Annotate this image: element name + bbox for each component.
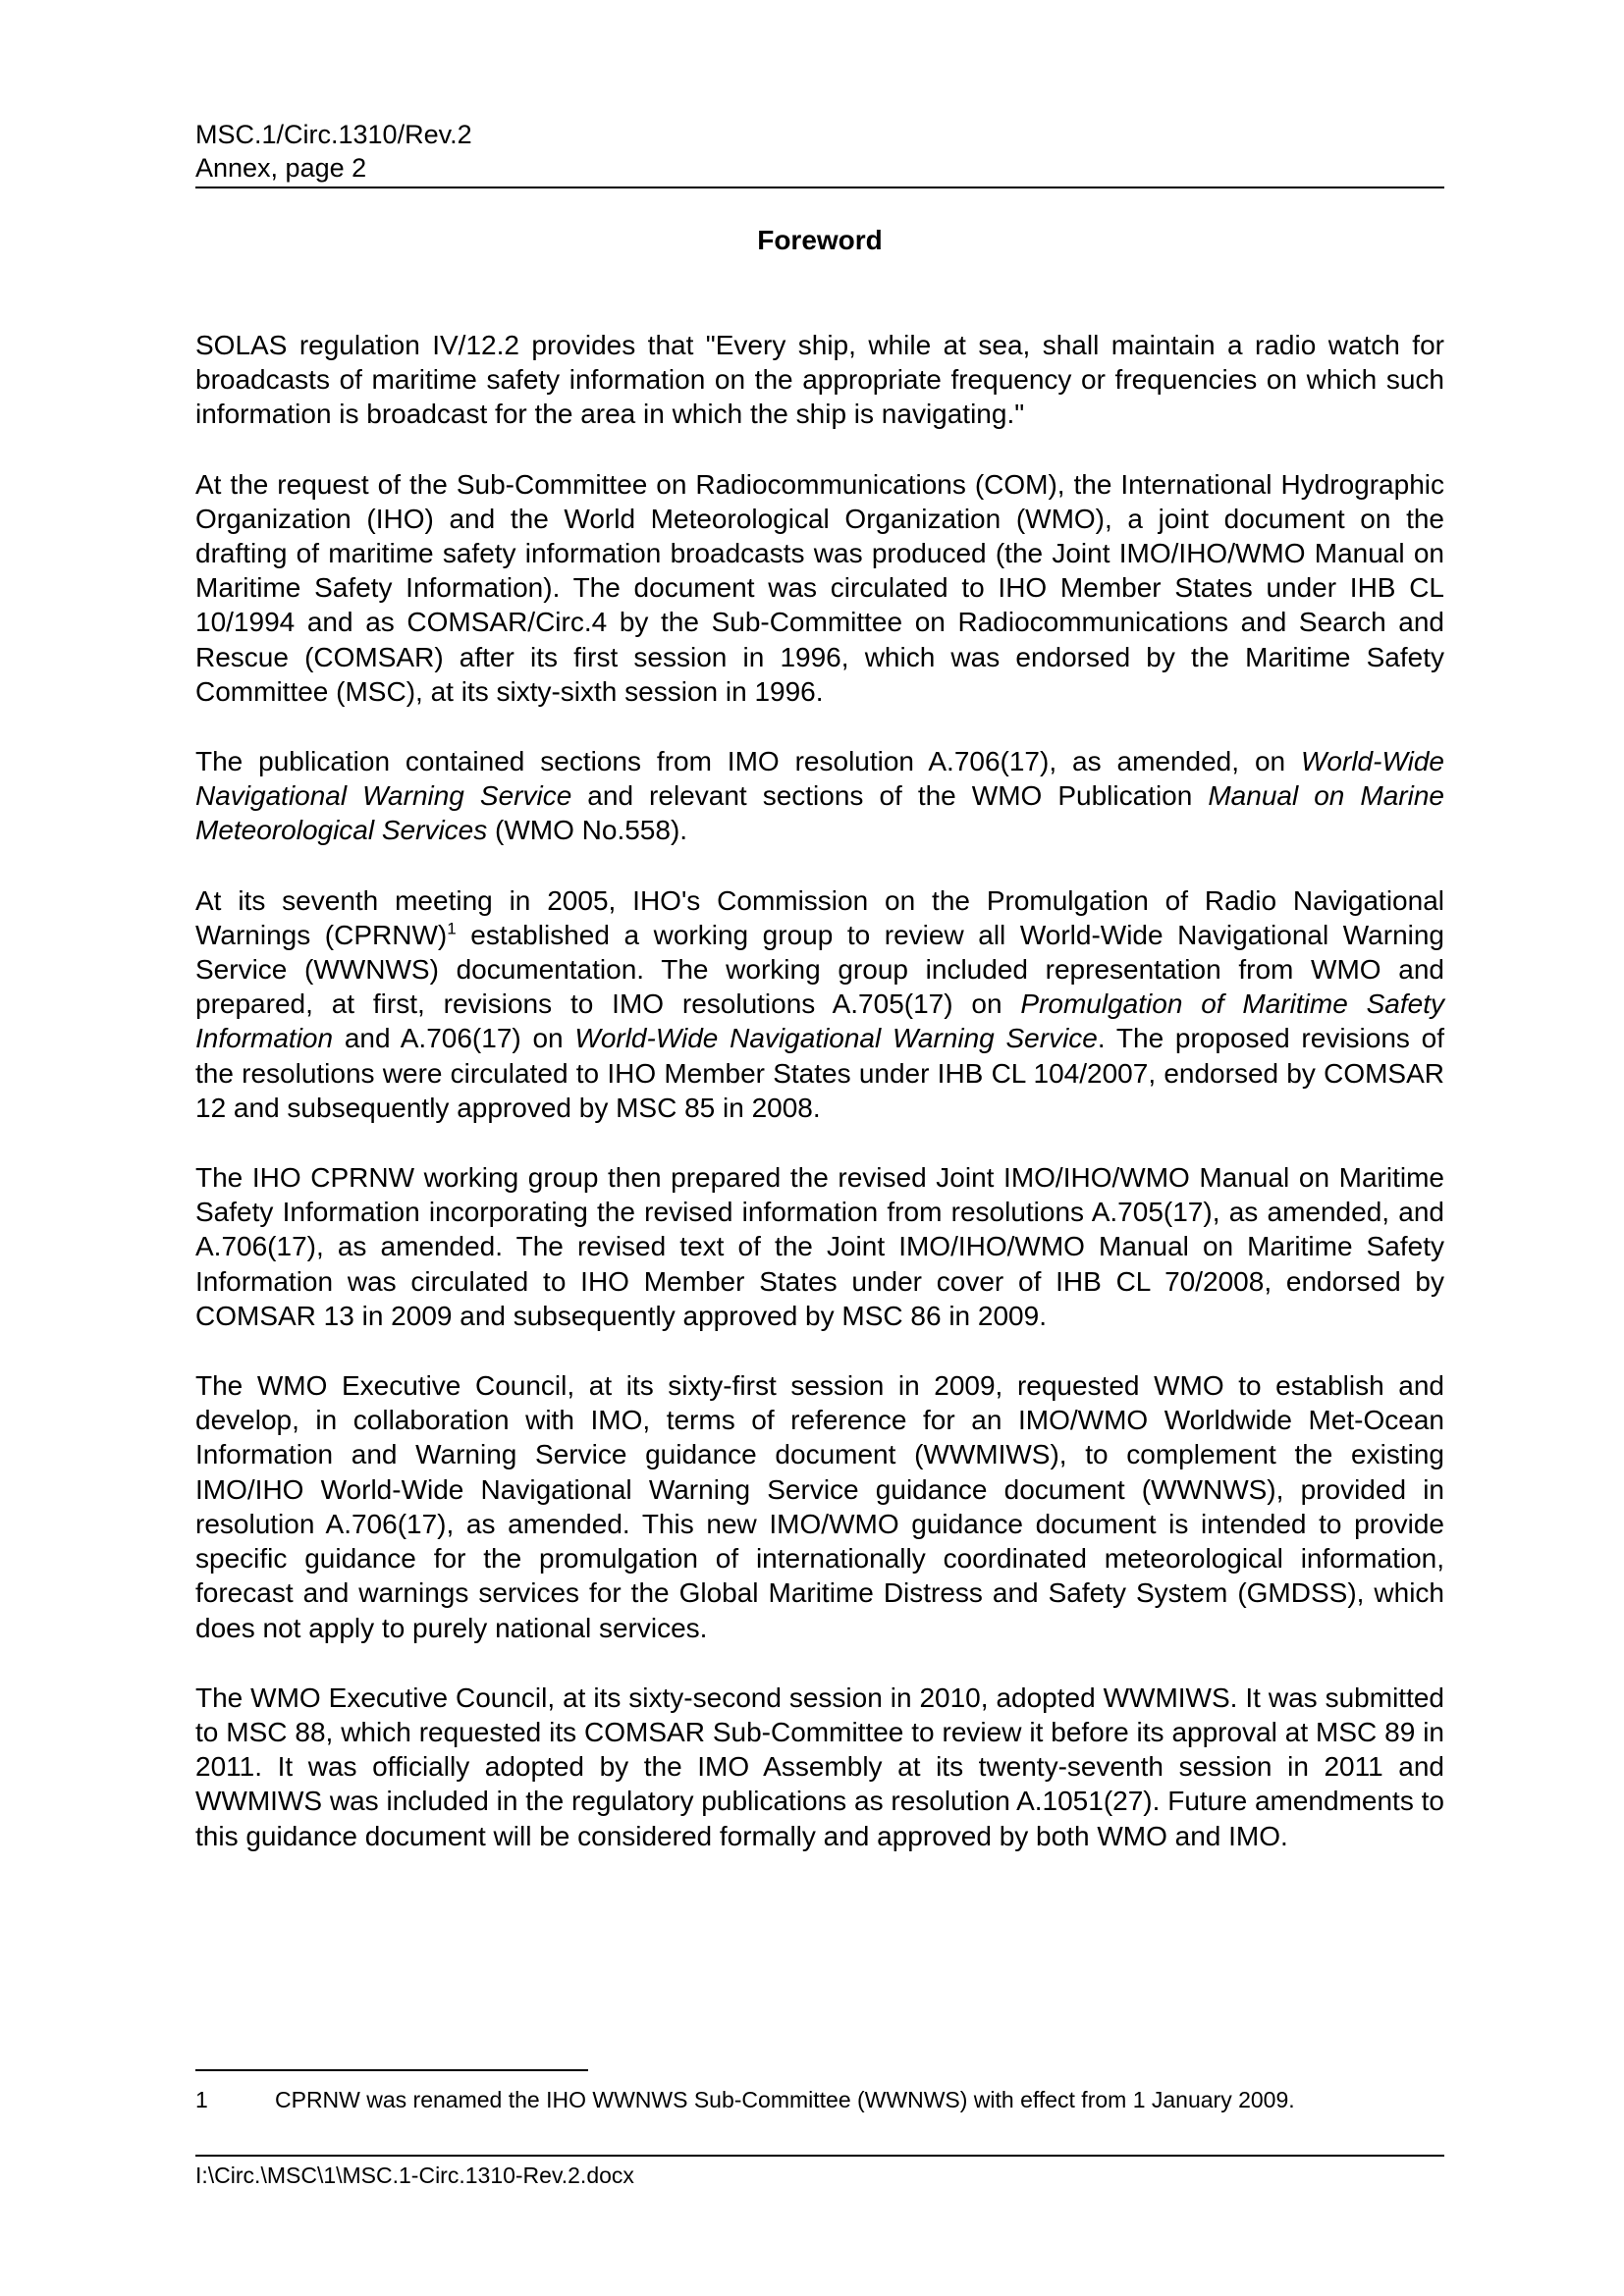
paragraph-4 <box>195 883 1444 1125</box>
footnote-separator <box>195 2069 588 2071</box>
paragraph-6: The WMO Executive Council, at its sixty-first session in 2009, requested WMO to establish and develop, in collaboration with IMO, terms of reference for an IMO/WMO Worldwide Met-Ocean Information and Warning Service guidance document (WWMIWS), to complement the existing IMO/IHO World-Wide Navigational Warning Service guidance document (WWNWS), provided in resolution A.706(17), as amended. This new IMO/WMO guidance document is intended to provide specific guidance for the promulgation of internationally coordinated meteorological information, forecast and warnings services for the Global Maritime Distress and Safety System (GMDSS), which does not apply to purely national services. <box>195 1370 1444 1643</box>
paragraph-3-text-a: The publication contained sections from IMO resolution A.706(17), as amended, on <box>195 746 1301 777</box>
paragraph-3-text-e: (WMO No.558). <box>487 815 688 846</box>
paragraph-4-italic-title-1: Promulgation of Maritime Safety Information <box>195 988 1444 1054</box>
paragraph-3 <box>195 744 1444 848</box>
paragraph-4-text-b: established a working group to review all World-Wide Navigational Warning Service (WWNWS) documentation. The working group included representation from WMO and prepared, at first, revisions to IMO resolutions A.705(17) on <box>195 919 1445 1020</box>
paragraph-1: SOLAS regulation IV/12.2 provides that "Every ship, while at sea, shall maintain a radio watch for broadcasts of maritime safety information on the appropriate frequency or frequencies on which such information is broadcast for the area in which the ship is navigating." <box>195 330 1444 430</box>
section-title: Foreword <box>757 225 883 255</box>
paragraph-3-italic-title-1: World-Wide Navigational Warning Service <box>195 746 1444 812</box>
paragraph-4-text-f: . The proposed revisions of the resolutions were circulated to IHO Member States under IHB CL 104/2007, endorsed by COMSAR 12 and subsequently approved by MSC 85 in 2008. <box>195 1023 1445 1123</box>
document-reference: MSC.1/Circ.1310/Rev.2 <box>195 120 472 149</box>
file-path: I:\Circ.\MSC\1\MSC.1-Circ.1310-Rev.2.docx <box>195 2163 634 2188</box>
footnote-text: CPRNW was renamed the IHO WWNWS Sub-Committee (WWNWS) with effect from 1 January 2009. <box>275 2087 1295 2112</box>
paragraph-3-italic-title-2: Manual on Marine Meteorological Services <box>195 780 1444 846</box>
footnote-reference[interactable]: 1 <box>447 919 457 938</box>
footnote-number: 1 <box>195 2087 208 2112</box>
paragraph-4-text-a: At its seventh meeting in 2005, IHO's Commission on the Promulgation of Radio Navigational Warnings (CPRNW) <box>195 884 1444 950</box>
paragraph-5: The IHO CPRNW working group then prepared the revised Joint IMO/IHO/WMO Manual on Maritime Safety Information incorporating the revised information from resolutions A.705(17), as amended, and A.706(17), as amended. The revised text of the Joint IMO/IHO/WMO Manual on Maritime Safety Information was circulated to IHO Member States under cover of IHB CL 70/2008, endorsed by COMSAR 13 in 2009 and subsequently approved by MSC 86 in 2009. <box>195 1162 1444 1331</box>
paragraph-4-italic-title-2: World-Wide Navigational Warning Service <box>574 1023 1098 1054</box>
page-footer <box>195 2155 1444 2190</box>
page-header <box>195 118 1444 188</box>
paragraph-4-text-d: and A.706(17) on <box>333 1023 575 1054</box>
paragraph-7: The WMO Executive Council, at its sixty-second session in 2010, adopted WWMIWS. It was submitted to MSC 88, which requested its COMSAR Sub-Committee to review it before its approval at MSC 89 in 2011. It was officially adopted by the IMO Assembly at its twenty-seventh session in 2011 and WWMIWS was included in the regulatory publications as resolution A.1051(27). Future amendments to this guidance document will be considered formally and approved by both WMO and IMO. <box>195 1682 1444 1851</box>
paragraph-3-text-c: and relevant sections of the WMO Publication <box>571 780 1209 812</box>
paragraph-2: At the request of the Sub-Committee on Radiocommunications (COM), the International Hydrographic Organization (IHO) and the World Meteorological Organization (WMO), a joint document on the drafting of maritime safety information broadcasts was produced (the Joint IMO/IHO/WMO Manual on Maritime Safety Information). The document was circulated to IHO Member States under IHB CL 10/1994 and as COMSAR/Circ.4 by the Sub-Committee on Radiocommunications and Search and Rescue (COMSAR) after its first session in 1996, which was endorsed by the Maritime Safety Committee (MSC), at its sixty-sixth session in 1996. <box>195 468 1444 707</box>
foreword-body <box>195 328 1444 1889</box>
page-reference: Annex, page 2 <box>195 153 367 183</box>
